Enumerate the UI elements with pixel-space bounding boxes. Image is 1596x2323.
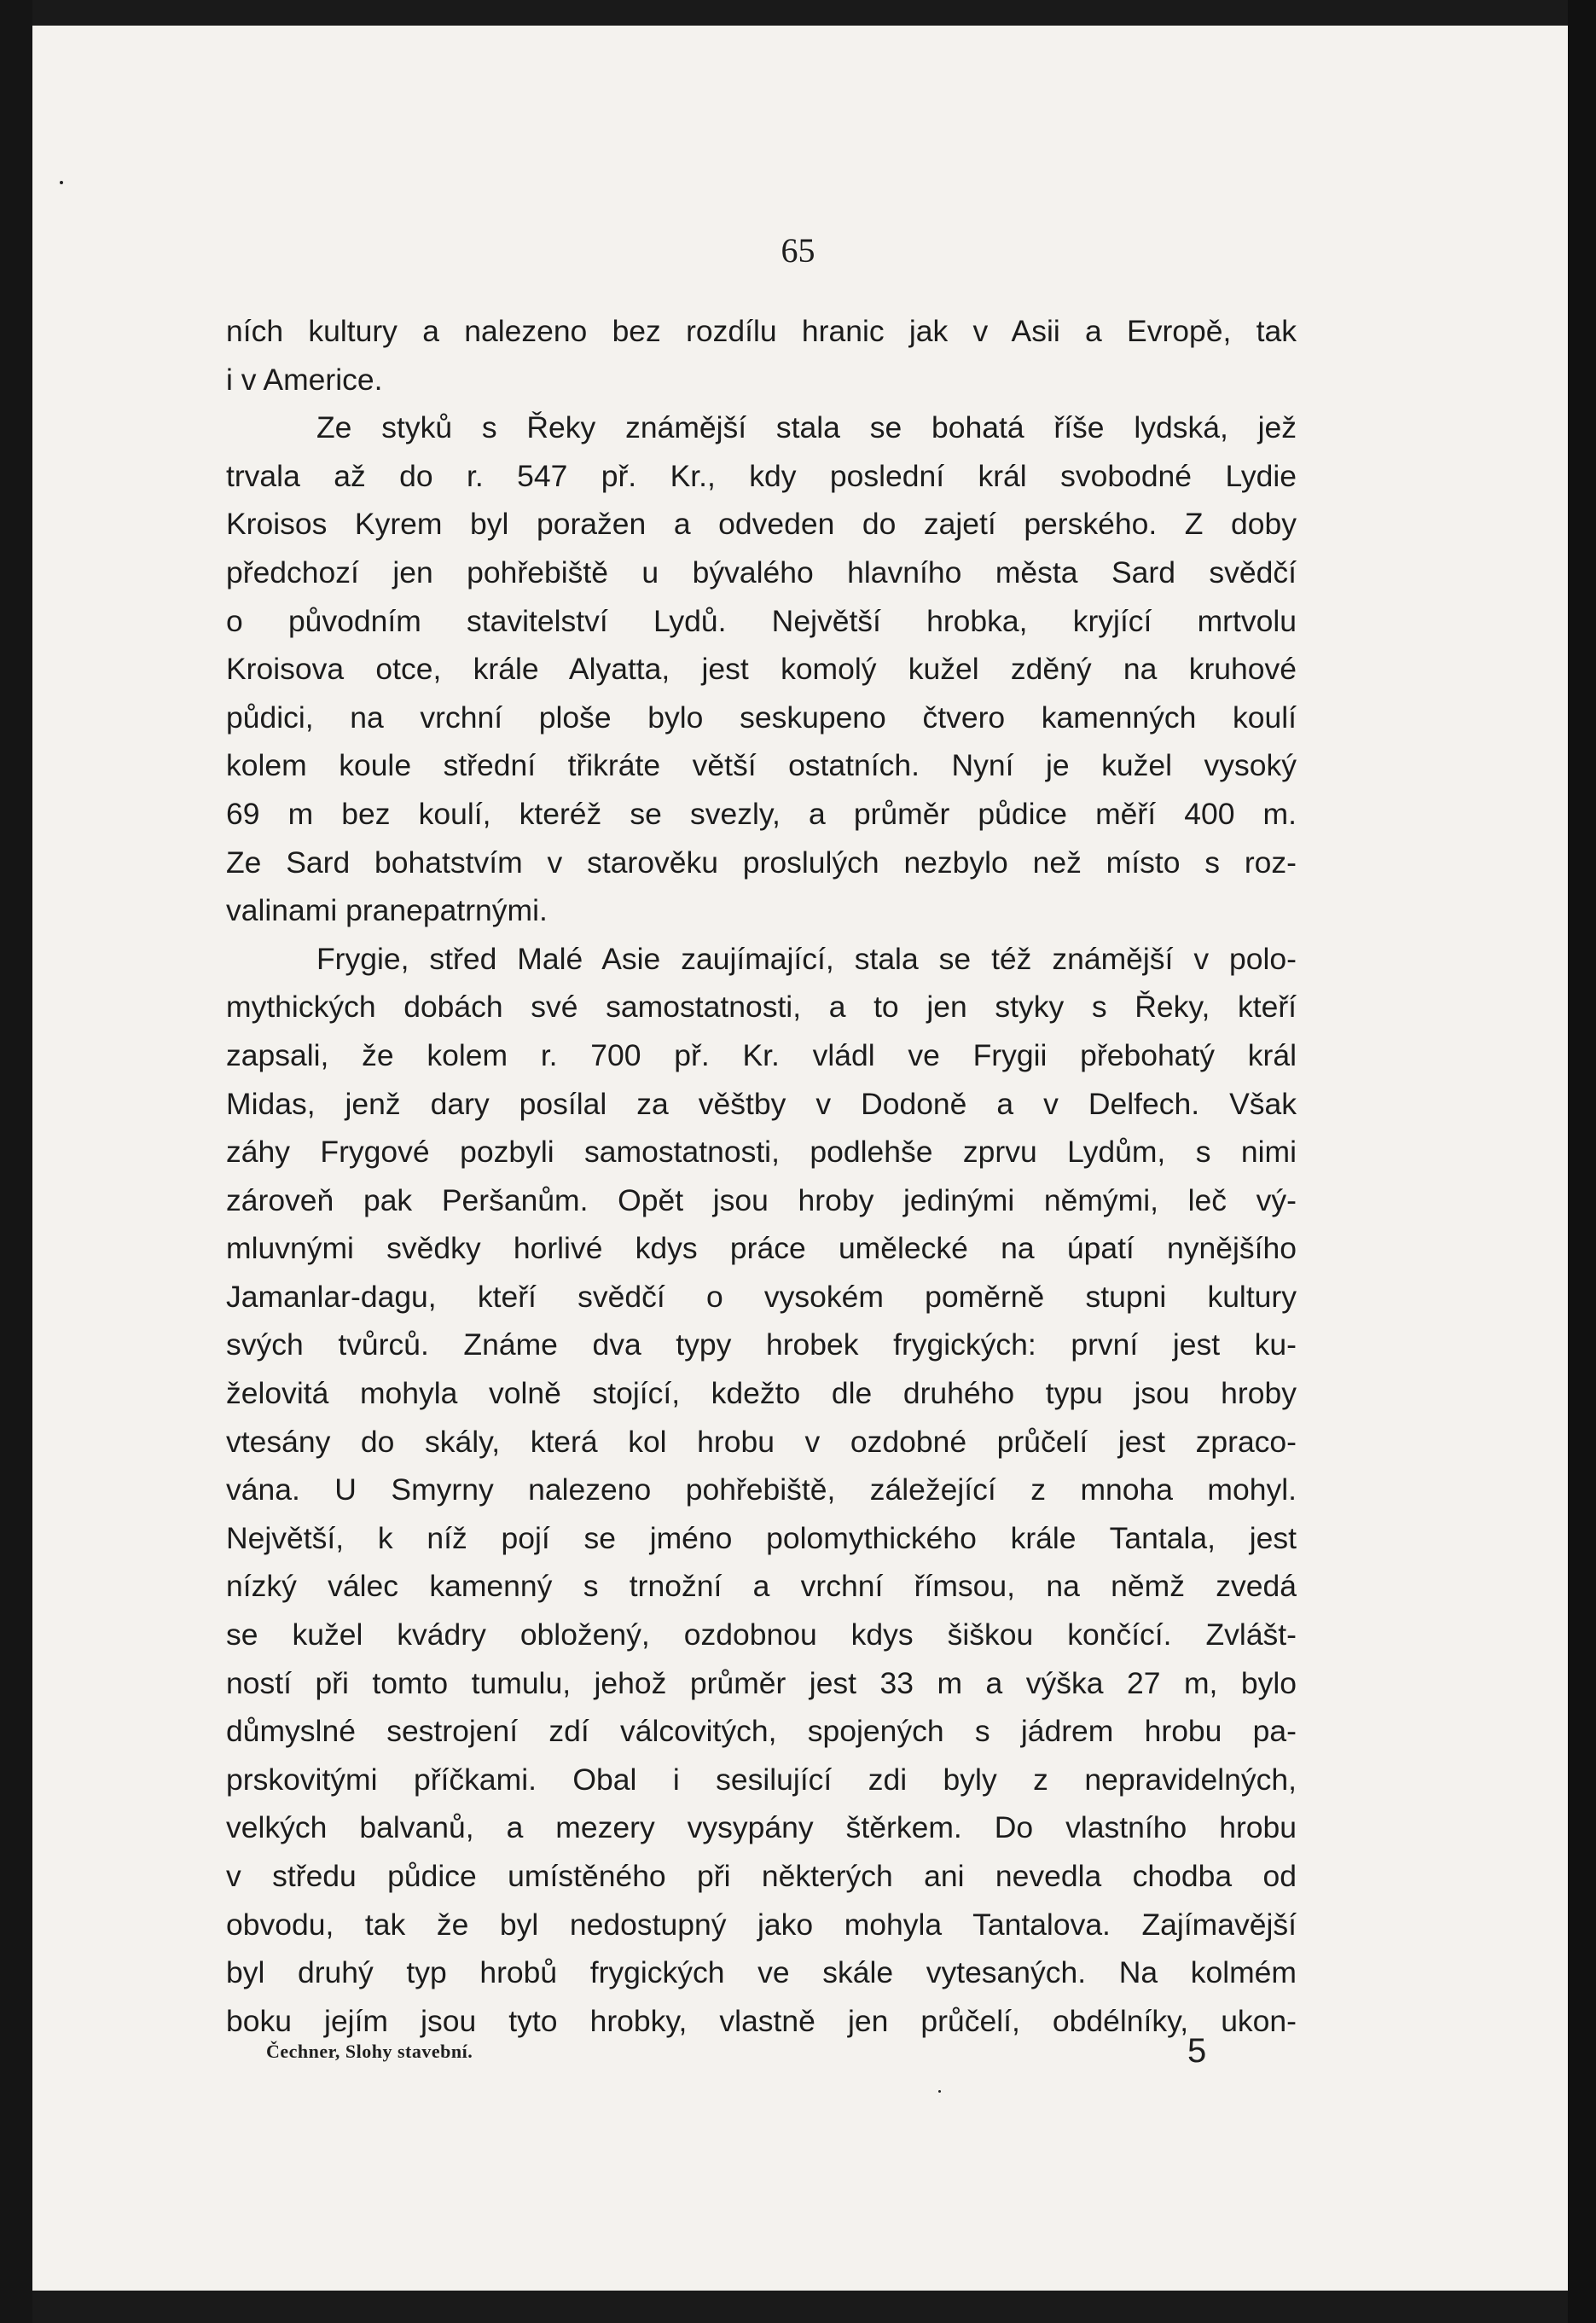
text-line: trvala až do r. 547 př. Kr., kdy poslední král svobodné Lydie (226, 458, 1297, 493)
text-line: zapsali, že kolem r. 700 př. Kr. vládl ve Frygii přebohatý král (226, 1037, 1297, 1072)
paragraph-start-line: Frygie, střed Malé Asie zaujímající, stala se též známější v polo- (316, 941, 1297, 976)
scan-right-edge (1568, 0, 1596, 2323)
text-line: kolem koule střední třikráte větší ostatních. Nyní je kužel vysoký (226, 748, 1297, 783)
text-line: valinami pranepatrnými. (226, 893, 548, 928)
text-line: obvodu, tak že byl nedostupný jako mohyla Tantalova. Zajímavější (226, 1907, 1297, 1942)
text-line: velkých balvanů, a mezery vysypány štěrkem. Do vlastního hrobu (226, 1810, 1297, 1845)
body-text (226, 307, 1297, 2045)
text-line: i v Americe. (226, 362, 383, 397)
scan-speck (60, 181, 63, 184)
text-line: se kužel kvádry obložený, ozdobnou kdys šiškou končící. Zvlášt- (226, 1617, 1297, 1652)
signature-mark: 5 (1187, 2032, 1207, 2070)
scan-speck (938, 2090, 941, 2093)
text-line: byl druhý typ hrobů frygických ve skále vytesaných. Na kolmém (226, 1955, 1297, 1990)
text-line: předchozí jen pohřebiště u bývalého hlavního města Sard svědčí (226, 555, 1297, 589)
text-line: 69 m bez koulí, kteréž se svezly, a průměr půdice měří 400 m. (226, 796, 1297, 831)
text-line: vána. U Smyrny nalezeno pohřebiště, záležející z mnoha mohyl. (226, 1472, 1297, 1507)
text-line: nízký válec kamenný s trnožní a vrchní římsou, na němž zvedá (226, 1569, 1297, 1604)
text-line: Kroisos Kyrem byl poražen a odveden do zajetí perského. Z doby (226, 507, 1297, 542)
text-line: Kroisova otce, krále Alyatta, jest komolý kužel zděný na kruhové (226, 652, 1297, 687)
text-line: Největší, k níž pojí se jméno polomythického krále Tantala, jest (226, 1520, 1297, 1555)
text-line: vtesány do skály, která kol hrobu v ozdobné průčelí jest zpraco- (226, 1424, 1297, 1459)
footer-source: Čechner, Slohy stavební. (266, 2041, 473, 2062)
text-line: důmyslné sestrojení zdí válcovitých, spojených s jádrem hrobu pa- (226, 1714, 1297, 1749)
text-line: Midas, jenž dary posílal za věštby v Dodoně a v Delfech. Však (226, 1086, 1297, 1121)
text-line: boku jejím jsou tyto hrobky, vlastně jen průčelí, obdélníky, ukon- (226, 2003, 1297, 2038)
scan-left-edge (0, 0, 32, 2323)
text-line: Ze Sard bohatstvím v starověku proslulých nezbylo než místo s roz- (226, 845, 1297, 880)
text-line: ností při tomto tumulu, jehož průměr jest 33 m a výška 27 m, bylo (226, 1665, 1297, 1700)
paragraph-start-line: Ze styků s Řeky známější stala se bohatá říše lydská, jež (316, 410, 1297, 445)
text-line: záhy Frygové pozbyli samostatnosti, podlehše zprvu Lydům, s nimi (226, 1135, 1297, 1170)
text-line: půdici, na vrchní ploše bylo seskupeno čtvero kamenných koulí (226, 700, 1297, 735)
text-line: mythických dobách své samostatnosti, a to jen styky s Řeky, kteří (226, 990, 1297, 1025)
text-line: ních kultury a nalezeno bez rozdílu hranic jak v Asii a Evropě, tak (226, 314, 1297, 348)
text-line: Jamanlar-dagu, kteří svědčí o vysokém poměrně stupni kultury (226, 1279, 1297, 1314)
page-number: 65 (781, 231, 815, 270)
text-line: mluvnými svědky horlivé kdys práce umělecké na úpatí nynějšího (226, 1231, 1297, 1266)
text-line: svých tvůrců. Známe dva typy hrobek frygických: první jest ku- (226, 1327, 1297, 1362)
text-line: v středu půdice umístěného při některých ani nevedla chodba od (226, 1859, 1297, 1893)
text-line: zároveň pak Peršanům. Opět jsou hroby jedinými němými, leč vý- (226, 1182, 1297, 1217)
text-line: prskovitými příčkami. Obal i sesilující zdi byly z nepravidelných, (226, 1762, 1297, 1797)
text-line: o původním stavitelství Lydů. Největší hrobka, kryjící mrtvolu (226, 603, 1297, 638)
text-line: želovitá mohyla volně stojící, kdežto dle druhého typu jsou hroby (226, 1376, 1297, 1411)
